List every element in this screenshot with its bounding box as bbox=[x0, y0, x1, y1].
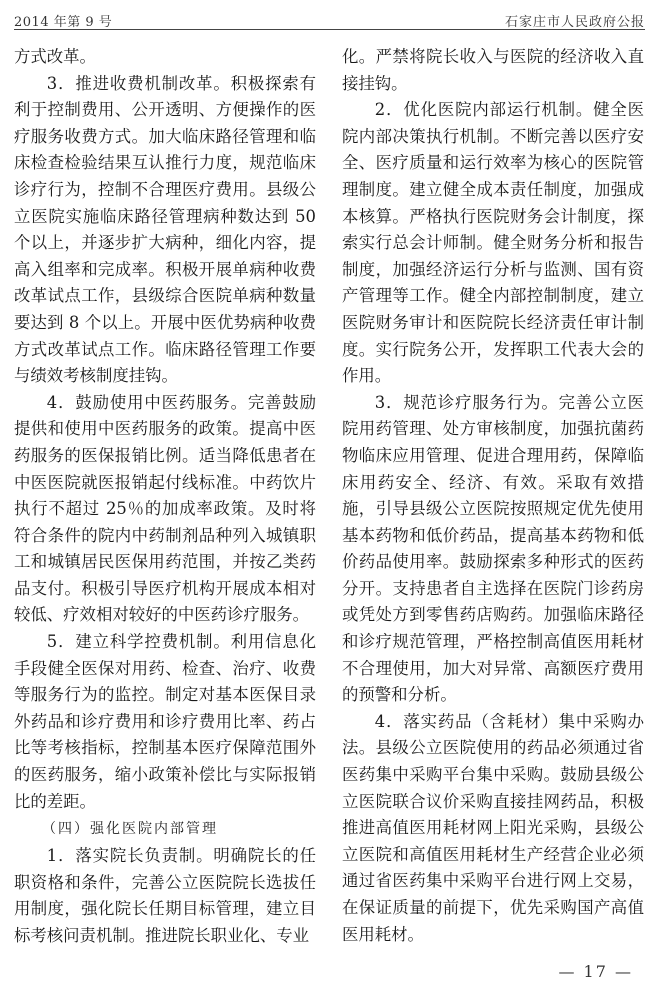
paragraph-tcm-services: 4．鼓励使用中医药服务。完善鼓励提供和使用中医药服务的政策。提高中医药服务的医保报销比例。适当降低患者在中医医院就医报销起付线标准。中药饮片执行不超过 25％的加成率政策。及时将符合条件的院内中药制剂品种列入城镇职工和城镇居民医保用药范围，并按乙类药品支付。积极引导医疗机构开展成本相对较低、疗效相对较好的中医药诊疗服务。 bbox=[14, 392, 316, 625]
paragraph-internal-operations: 2．优化医院内部运行机制。健全医院内部决策执行机制。不断完善以医疗安全、医疗质量和运行效率为核心的医院管理制度。建立健全成本责任制度，加强成本核算。严格执行医院财务会计制度，探索实行总会计师制。健全财务分析和报告制度，加强经济运行分析与监测、国有资产管理等工作。健全内部控制制度，建立医院财务审计和医院院长经济责任审计制度。实行院务公开，发挥职工代表大会的作用。 bbox=[342, 100, 644, 386]
header-rule bbox=[14, 29, 645, 30]
page-number: — 17 — bbox=[558, 962, 633, 981]
paragraph-diagnosis-conduct: 3．规范诊疗服务行为。完善公立医院用药管理、处方审核制度，加强抗菌药物临床应用管理、促进合理用药，保障临床用药安全、经济、有效。采取有效措施，引导县级公立医院按照规定优先使用基本药物和低价药品，提高基本药物和低价药品使用率。鼓励探索多种形式的医药分开。支持患者自主选择在医院门诊药房或凭处方到零售药店购药。加强临床路径和诊疗规范管理，严格控制高值医用耗材不合理使用，加大对异常、高额医疗费用的预警和分析。 bbox=[342, 392, 644, 705]
paragraph-fee-reform: 3．推进收费机制改革。积极探索有利于控制费用、公开透明、方便操作的医疗服务收费方式。加大临床路径管理和临床检查检验结果互认推行力度，规范临床诊疗行为，控制不合理医疗费用。县级公立医院实施临床路径管理病种数达到 50 个以上，并逐步扩大病种，细化内容，提高入组率和完成率。积极开展单病种收费改革试点工作，县级综合医院单病种数量要达到 8 个以上。开展中医优势病种收费方式改革试点工作。临床路径管理工作要与绩效考核制度挂钩。 bbox=[14, 73, 316, 386]
paragraph-president-responsibility: 1．落实院长负责制。明确院长的任职资格和条件，完善公立医院院长选拔任用制度，强化院长任期目标管理，建立目标考核问责机制。推进院长职业化、专业 bbox=[14, 846, 316, 945]
paragraph-continuation: 方式改革。 bbox=[14, 47, 96, 66]
publication-title: 石家庄市人民政府公报 bbox=[504, 15, 645, 30]
paragraph-continuation-right: 化。严禁将院长收入与医院的经济收入直接挂钩。 bbox=[342, 47, 644, 93]
right-column bbox=[342, 44, 644, 948]
paragraph-centralized-procurement: 4．落实药品（含耗材）集中采购办法。县级公立医院使用的药品必须通过省医药集中采购平台集中采购。鼓励县级公立医院联合议价采购直接挂网药品，积极推进高值医用耗材网上阳光采购，县级公立医院和高值医用耗材生产经营企业必须通过省医药集中采购平台进行网上交易，在保证质量的前提下，优先采购国产高值医用耗材。 bbox=[342, 711, 644, 944]
left-column bbox=[14, 44, 316, 950]
paragraph-cost-control: 5．建立科学控费机制。利用信息化手段健全医保对用药、检查、治疗、收费等服务行为的监控。制定对基本医保目录外药品和诊疗费用和诊疗费用比率、药占比等考核指标，控制基本医疗保障范围外的医药服务，缩小政策补偿比与实际报销比的差距。 bbox=[14, 632, 316, 811]
section-heading: （四）强化医院内部管理 bbox=[42, 821, 218, 838]
page-header bbox=[14, 8, 645, 30]
issue-label: 2014 年第 9 号 bbox=[14, 15, 113, 30]
